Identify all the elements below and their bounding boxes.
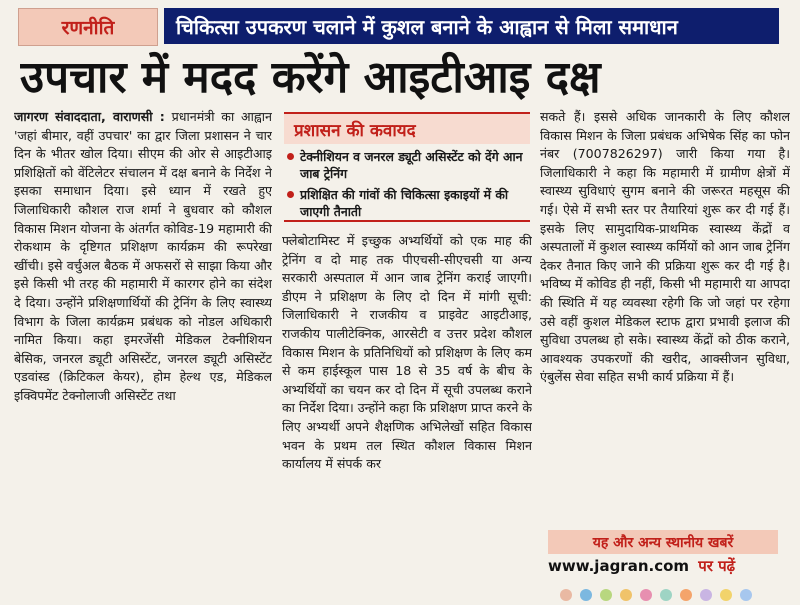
highlight-item: प्रशिक्षित की गांवों की चिकित्सा इकाइयों में की जाएगी तैनाती xyxy=(284,186,530,220)
article-text-1: प्रधानमंत्री का आह्वान 'जहां बीमार, वहीं उपचार' का द्वार जिला प्रशासन ने चार दिन के भीतर खोल दिया। सीएम की ओर से आइटीआइ प्रशिक्षितों को वेंटिलेटर संचालन में दक्ष बनाने के निर्देश ने इसका समाधान दिया। इसे ध्यान में रखते हुए जिलाधिकारी कौशल राज शर्मा ने बुधवार को कौशल विकास मिशन योजना के अंतर्गत कोविड-19 महामारी की रोकथाम के दृष्टिगत प्रशिक्षण कार्यक्रम की रूपरेखा खींची। इसे वर्चुअल बैठक में अफसरों से साझा किया और इसे किसी भी तरह की महामारी में कारगर होने का संदेश दे दिया। उन्होंने प्रशिक्षणार्थियों की ट्रेनिंग के लिए स्वास्थ्य विभाग के जिला कार्यक्रम प्रबंधक को नोडल अधिकारी नामित किया। कहा इमरजेंसी मेडिकल टेक्नीशियन बेसिक, जनरल ड्यूटी असिस्टेंट, जनरल ड्यूटी असिस्टेंट एडवांस्ड (क्रिटिकल केयर), होम हेल्थ एड, मेडिकल इक्विपमेंट टेक्नोलाजी असिस्टेंट तथा xyxy=(14,109,272,403)
headline-strap: चिकित्सा उपकरण चलाने में कुशल बनाने के आह्वान से मिला समाधान xyxy=(164,8,779,44)
highlight-list xyxy=(284,148,530,220)
decorative-dot xyxy=(600,589,612,601)
decorative-dot xyxy=(680,589,692,601)
box-divider xyxy=(284,220,530,222)
decorative-dot xyxy=(620,589,632,601)
highlight-item: टेक्नीशियन व जनरल ड्यूटी असिस्टेंट को देंगे आन जाब ट्रेनिंग xyxy=(284,148,530,182)
article-column-3: सकते हैं। इससे अधिक जानकारी के लिए कौशल विकास मिशन के जिला प्रबंधक अभिषेक सिंह का फोन नंबर (7007826297) जारी किया गया है। जिलाधिकारी ने कहा कि महामारी में ग्रामीण क्षेत्रों में स्वास्थ्य सुविधाएं सुगम बनाने की जरूरत महसूस की गई। ऐसे में सभी स्तर पर तैयारियां शुरू कर दी गई हैं। इसके लिए सामुदायिक-प्राथमिक स्वास्थ्य केंद्रों व अस्पतालों में कुशल स्वास्थ्य कर्मियों को आन जाब ट्रेनिंग देकर तैनात किए जाने की प्रक्रिया शुरू कर दी गई है। भविष्य में कोविड ही नहीं, किसी भी महामारी या आपदा की स्थिति में यह व्यवस्था रहेगी कि जो जहां पर रहेगा उसे वहीं कुशल मेडिकल स्टाफ द्वारा प्रभावी इलाज की सुविधा उपलब्ध हो सके। स्वास्थ्य केंद्रों को ठीक कराने, आवश्यक उपकरणों की खरीद, आक्सीजन सुविधा, एंबुलेंस सेवा सहित सभी कार्य प्रक्रिया में हैं। xyxy=(540,109,790,385)
decorative-dot xyxy=(660,589,672,601)
article-column-1 xyxy=(14,108,272,592)
website-url[interactable]: www.jagran.com xyxy=(548,557,690,575)
decorative-dot xyxy=(700,589,712,601)
more-news-label: यह और अन्य स्थानीय खबरें xyxy=(548,530,778,554)
decorative-dots xyxy=(560,586,790,598)
decorative-dot xyxy=(580,589,592,601)
website-line xyxy=(548,556,788,578)
decorative-dot xyxy=(720,589,732,601)
dateline: जागरण संवाददाता, वाराणसी : xyxy=(14,109,165,124)
article-column-2: फ्लेबोटामिस्ट में इच्छुक अभ्यर्थियों को एक माह की ट्रेनिंग व दो माह तक पीएचसी-सीएचसी या अन्य सरकारी अस्पताल में आन जाब ट्रेनिंग कराई जाएगी। डीएम ने प्रशिक्षण के लिए दो दिन में मांगी सूची: जिलाधिकारी ने राजकीय व प्राइवेट आइटीआइ, राजकीय पालीटेक्निक, आरसेटी व उत्तर प्रदेश कौशल विकास मिशन के प्रतिनिधियों को प्रशिक्षण के लिए कम से कम हाईस्कूल पास 18 से 35 वर्ष के बीच के अभ्यर्थियों का चयन कर दो दिन में सूची उपलब्ध कराने का निर्देश दिया। उन्होंने कहा कि प्रशिक्षण प्राप्त करने के लिए अभ्यर्थी अपने शैक्षणिक अभिलेखों सहित विकास भवन के प्रथम तल स्थित कौशल विकास मिशन कार्यालय में संपर्क कर xyxy=(282,233,532,472)
website-suffix: पर पढ़ें xyxy=(698,557,736,575)
main-headline: उपचार में मदद करेंगे आइटीआइ दक्ष xyxy=(20,52,601,103)
decorative-dot xyxy=(640,589,652,601)
highlight-box xyxy=(284,112,530,222)
section-kicker: रणनीति xyxy=(18,8,158,46)
decorative-dot xyxy=(560,589,572,601)
decorative-dot xyxy=(740,589,752,601)
highlight-box-title: प्रशासन की कवायद xyxy=(284,114,530,144)
